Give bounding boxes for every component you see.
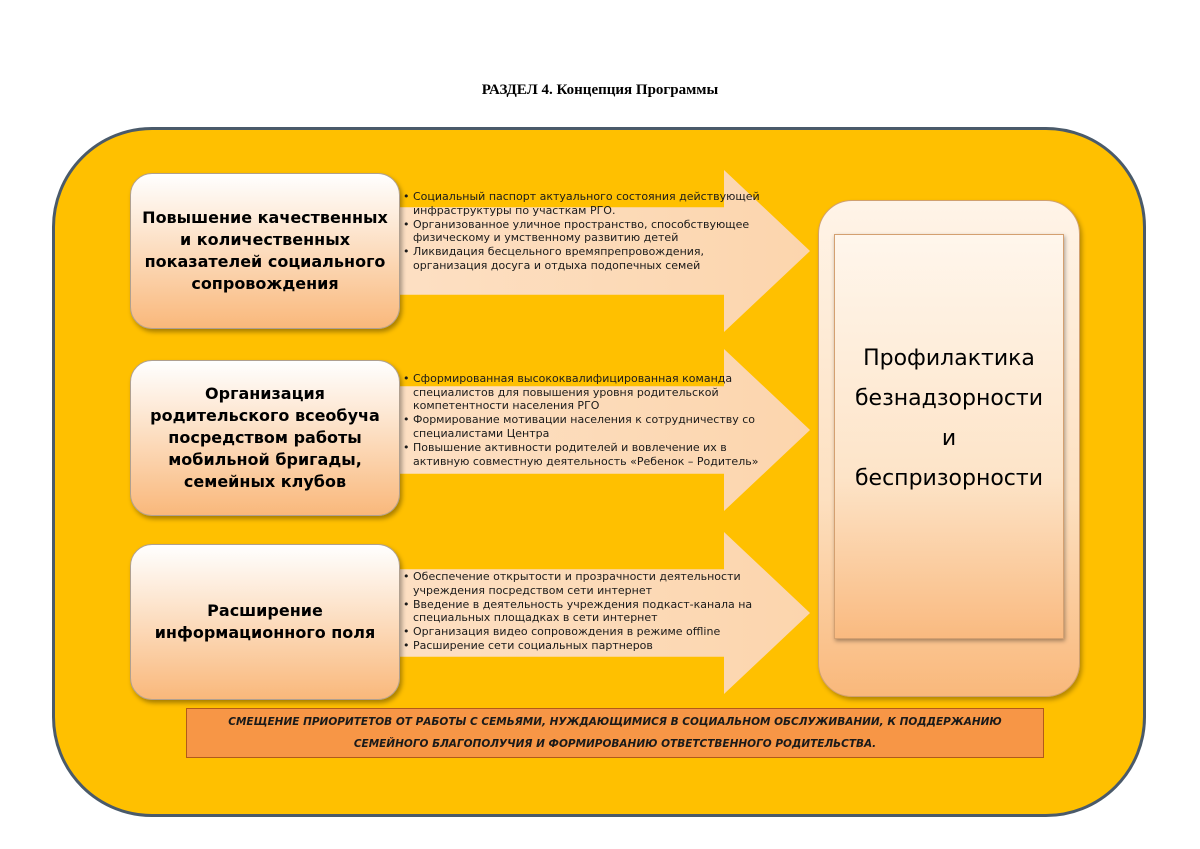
goal-1-bullets (401, 190, 766, 273)
target-box (834, 234, 1064, 639)
target-line-4: беспризорности (854, 465, 1044, 491)
goal-1-bullet-1: • Социальный паспорт актуального состояния действующей инфраструктуры по участкам РГО. (401, 190, 766, 217)
goal-box-1: Повышение качественных и количественных показателей социального сопровождения (130, 173, 400, 329)
target-line-3: и (941, 425, 957, 451)
goal-box-2: Организация родительского всеобуча посредством работы мобильной бригады, семейных клубов (130, 360, 400, 516)
target-line-2: безнадзорности (854, 385, 1044, 411)
goal-3-bullet-3: • Организация видео сопровождения в режиме offline (401, 625, 766, 639)
goal-3-bullet-1: • Обеспечение открытости и прозрачности деятельности учреждения посредством сети интернет (401, 570, 766, 597)
page-title: РАЗДЕЛ 4. Концепция Программы (481, 82, 719, 98)
goal-3-bullets (401, 570, 766, 654)
goal-2-bullet-3: • Повышение активности родителей и вовлечение их в активную совместную деятельность «Ребенок – Родитель» (401, 441, 766, 468)
goal-2-bullet-1: • Сформированная высококвалифицированная команда специалистов для повышения уровня родительской компетентности населения РГО (401, 372, 766, 413)
target-line-1: Профилактика (863, 345, 1035, 371)
goal-2-bullet-2: • Формирование мотивации населения к сотрудничеству со специалистами Центра (401, 413, 766, 440)
goal-1-bullet-3: • Ликвидация бесцельного времяпрепровождения, организация досуга и отдыха подопечных семей (401, 245, 766, 272)
goal-box-3: Расширение информационного поля (130, 544, 400, 700)
goal-3-bullet-4: • Расширение сети социальных партнеров (401, 639, 766, 653)
priority-shift-banner: СМЕЩЕНИЕ ПРИОРИТЕТОВ ОТ РАБОТЫ С СЕМЬЯМИ, НУЖДАЮЩИМИСЯ В СОЦИАЛЬНОМ ОБСЛУЖИВАНИИ, К ПОДДЕРЖАНИЮ СЕМЕЙНОГО БЛАГОПОЛУЧИЯ И ФОРМИРОВАНИЮ ОТВЕТСТВЕННОГО РОДИТЕЛЬСТВА. (186, 708, 1044, 758)
goal-2-bullets (401, 372, 766, 469)
goal-3-bullet-2: • Введение в деятельность учреждения подкаст-канала на специальных площадках в сети интернет (401, 598, 766, 625)
goal-1-bullet-2: • Организованное уличное пространство, способствующее физическому и умственному развитию детей (401, 218, 766, 245)
